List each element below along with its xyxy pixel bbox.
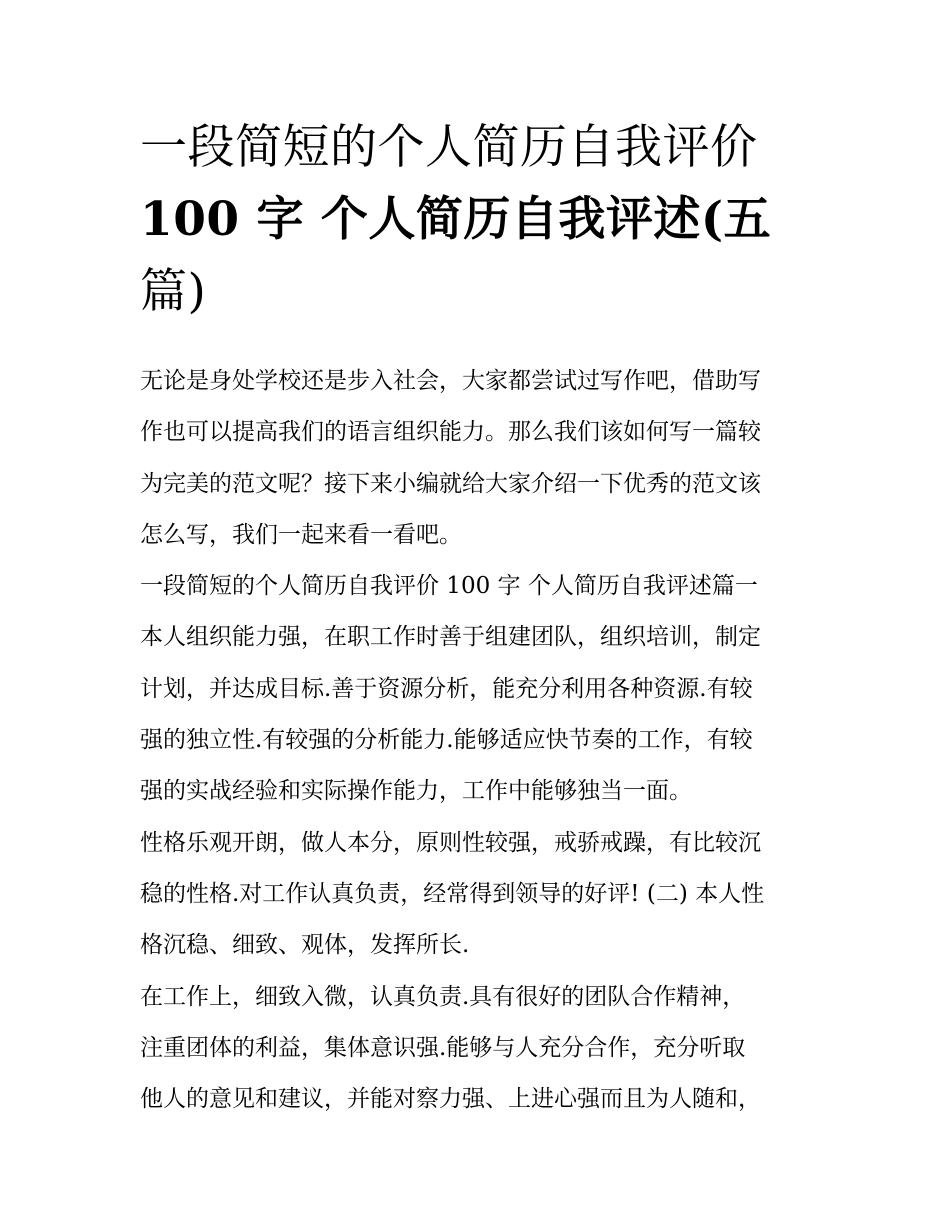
body-line: 怎么写，我们一起来看一看吧。 bbox=[140, 521, 462, 548]
body-line: 在工作上，细致入微，认真负责.具有很好的团队合作精神， bbox=[140, 983, 746, 1010]
body-line: 无论是身处学校还是步入社会，大家都尝试过写作吧，借助写 bbox=[140, 368, 761, 394]
paragraph-3 bbox=[140, 972, 820, 1126]
body-line: 格沉稳、细致、观体，发挥所长. bbox=[140, 932, 470, 959]
title-line-2: 100 字 个人简历自我评述(五 bbox=[140, 192, 772, 247]
title-line-3: 篇) bbox=[140, 264, 207, 319]
paragraph-intro bbox=[140, 356, 820, 561]
body-line: 强的实战经验和实际操作能力，工作中能够独当一面。 bbox=[140, 778, 692, 805]
paragraph-2 bbox=[140, 818, 820, 972]
document-body bbox=[140, 356, 820, 1125]
body-line: 为完美的范文呢？接下来小编就给大家介绍一下优秀的范文该 bbox=[140, 470, 761, 497]
body-line: 本人组织能力强，在职工作时善于组建团队，组织培训，制定 bbox=[140, 624, 761, 651]
section-heading bbox=[140, 561, 820, 612]
title-line-1: 一段简短的个人简历自我评价 bbox=[140, 120, 758, 175]
body-line: 他人的意见和建议，并能对察力强、上进心强而且为人随和， bbox=[140, 1086, 761, 1113]
body-line: 注重团体的利益，集体意识强.能够与人充分合作，充分听取 bbox=[140, 1034, 746, 1061]
body-line: 作也可以提高我们的语言组织能力。那么我们该如何写一篇较 bbox=[140, 419, 761, 446]
paragraph-1 bbox=[140, 612, 820, 817]
body-line: 强的独立性.有较强的分析能力.能够适应快节奏的工作，有较 bbox=[140, 727, 753, 754]
document-title bbox=[140, 112, 840, 328]
body-line: 稳的性格.对工作认真负责，经常得到领导的好评! (二) 本人性 bbox=[140, 880, 765, 907]
body-line: 一段简短的个人简历自我评价 100 字 个人简历自我评述篇一 bbox=[140, 573, 758, 600]
body-line: 计划，并达成目标.善于资源分析，能充分利用各种资源.有较 bbox=[140, 675, 753, 702]
body-line: 性格乐观开朗，做人本分，原则性较强，戒骄戒躁，有比较沉 bbox=[140, 829, 761, 856]
